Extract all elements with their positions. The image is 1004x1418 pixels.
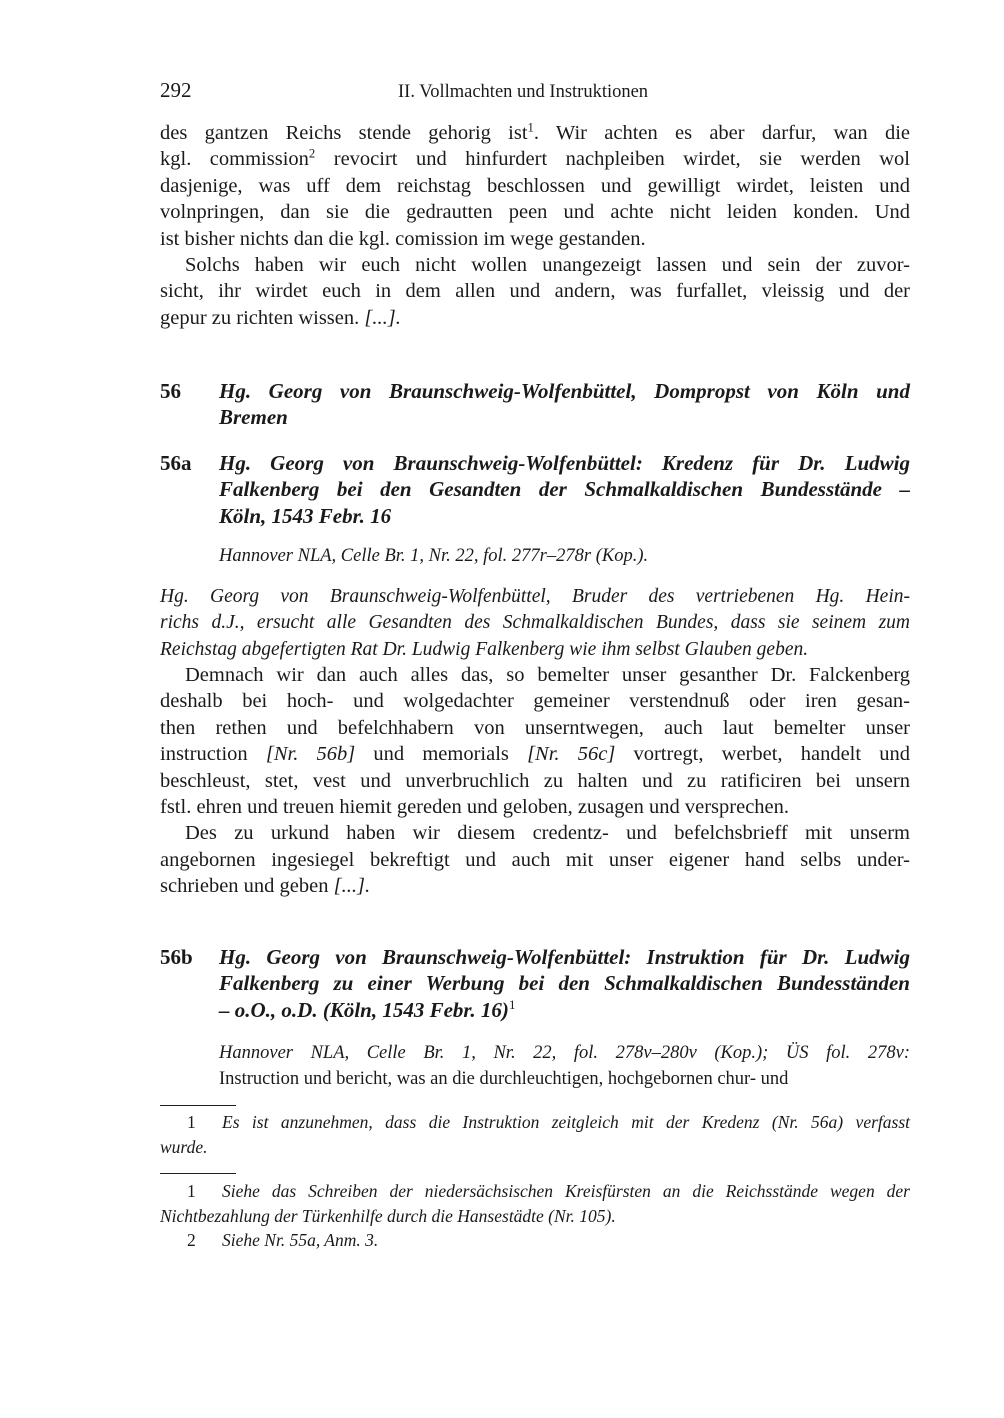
footnotes-page: [160, 1179, 910, 1253]
text-line: fstl. ehren und treuen hiemit gereden und geloben, zusagen und versprechen.: [160, 795, 790, 818]
text-line: Demnach wir dan auch alles das, so bemelter unser gesanther Dr. Falckenberg: [185, 664, 910, 686]
section-title-56a: [219, 450, 910, 529]
text-segment: kgl. commission: [160, 148, 309, 171]
text-line: [160, 1179, 910, 1204]
text-line: [219, 997, 910, 1023]
source-56b: [219, 1040, 910, 1093]
source-56a: Hannover NLA, Celle Br. 1, Nr. 22, fol. 277r–278r (Kop.).: [219, 546, 649, 566]
text-line: [160, 1228, 910, 1253]
text-segment: Hannover NLA, Celle Br. 1, Nr. 22, fol. 278v–280v (Kop.); ÜS fol. 278v:: [219, 1043, 910, 1063]
footnote-number: 2: [187, 1230, 196, 1250]
summary-56a: [160, 584, 910, 663]
footnote-rule: [160, 1105, 236, 1106]
text-line: deshalb bei hoch- und wolgedachter gemeiner verstendnuß oder iren gesan-: [160, 690, 910, 713]
section-number-56: 56: [160, 379, 181, 403]
text-line: Köln, 1543 Febr. 16: [219, 503, 392, 528]
text-segment: gepur zu richten wissen.: [160, 306, 365, 329]
text-segment: . Wir achten es aber darfur, wan die: [533, 122, 910, 144]
text-segment: instruction: [160, 743, 266, 766]
text-segment: – o.O., o.D. (Köln, 1543 Febr. 16): [219, 997, 509, 1022]
text-line: angebornen ingesiegel bekreftigt und auch mit unser eigener hand selbs under-: [160, 848, 910, 871]
text-segment: [Nr. 56c]: [527, 743, 616, 766]
intro-text: [160, 120, 910, 331]
footnote-number: 1: [187, 1112, 196, 1132]
text-line: richs d.J., ersucht alle Gesandten des Schmalkaldischen Bundes, dass sie seinem zum: [160, 612, 910, 634]
text-56a: [160, 662, 910, 900]
section-title-56b: [219, 944, 910, 1023]
footnote-ref: 1: [527, 120, 534, 135]
text-line: Bremen: [219, 405, 288, 430]
text-line: Falkenberg zu einer Werbung bei den Schmalkaldischen Bundesständen: [219, 971, 910, 996]
text-line: ist bisher nichts dan die kgl. comission im wege gestanden.: [160, 227, 646, 250]
text-line: wurde.: [160, 1136, 208, 1157]
text-line: then rethen und befelchhabern von unserntwegen, auch laut bemelter unser: [160, 716, 910, 739]
text-line: Hg. Georg von Braunschweig-Wolfenbüttel, Bruder des vertriebenen Hg. Hein-: [160, 586, 910, 607]
text-segment: Siehe Nr. 55a, Anm. 3.: [222, 1230, 379, 1250]
text-line: [160, 146, 910, 172]
text-line: beschleust, stet, vest und unverbruchlich zu halten und zu ratificiren bei unsern: [160, 769, 910, 792]
text-segment: und memorials: [355, 743, 528, 766]
section-title-56: [219, 378, 910, 431]
text-line: [160, 873, 910, 899]
text-line: [160, 120, 910, 146]
running-title: II. Vollmachten und Instruktionen: [398, 82, 649, 102]
page-number: 292: [160, 78, 192, 102]
text-segment: Siehe das Schreiben der niedersächsischen Kreisfürsten an die Reichsstände wegen der: [222, 1181, 910, 1201]
text-segment: schrieben und geben: [160, 875, 334, 898]
text-line: [160, 741, 910, 767]
footnote-number: 1: [187, 1181, 196, 1201]
text-line: [160, 305, 910, 331]
footnotes-56b: [160, 1110, 910, 1159]
section-number-56a: 56a: [160, 451, 192, 475]
text-line: Hg. Georg von Braunschweig-Wolfenbüttel: Kredenz für Dr. Ludwig: [219, 451, 910, 475]
text-line: [219, 1040, 910, 1066]
text-line: Hg. Georg von Braunschweig-Wolfenbüttel: Instruktion für Dr. Ludwig: [219, 945, 910, 969]
text-segment: revocirt und hinfurdert nachpleiben wirdet, sie werden wol: [315, 148, 910, 171]
text-line: Nichtbezahlung der Türkenhilfe durch die Hansestädte (Nr. 105).: [160, 1205, 616, 1226]
text-line: Reichstag abgefertigten Rat Dr. Ludwig Falkenberg wie ihm selbst Glauben geben.: [160, 638, 809, 660]
footnote-rule: [160, 1173, 236, 1174]
text-segment: vortregt, werbet, handelt und: [615, 743, 910, 766]
footnote-ref: 1: [508, 996, 516, 1012]
text-line: [160, 1110, 910, 1135]
text-segment: [Nr. 56b]: [265, 743, 356, 766]
text-line: Des zu urkund haben wir diesem credentz- und befelchsbrieff mit unserm: [185, 822, 910, 845]
text-line: sicht, ihr wirdet euch in dem allen und andern, was furfallet, vleissig und der: [160, 280, 910, 303]
text-segment: Instruction und bericht, was an die durchleuchtigen, hochgebornen chur- und: [219, 1069, 789, 1090]
section-number-56b: 56b: [160, 945, 193, 969]
footnote-ref: 2: [308, 146, 316, 161]
text-line: Falkenberg bei den Gesandten der Schmalkaldischen Bundesstände –: [219, 477, 910, 502]
text-segment: [...].: [333, 875, 371, 898]
text-line: volnpringen, dan sie die gedrautten peen und achte nicht leiden konden. Und: [160, 201, 910, 224]
text-segment: [...].: [364, 306, 401, 329]
text-line: Solchs haben wir euch nicht wollen unangezeigt lassen und sein der zuvor-: [185, 253, 910, 276]
text-line: dasjenige, was uff dem reichstag beschlossen und gewilligt wirdet, leisten und: [160, 174, 910, 197]
text-segment: des gantzen Reichs stende gehorig ist: [160, 122, 528, 144]
text-segment: Es ist anzunehmen, dass die Instruktion zeitgleich mit der Kredenz (Nr. 56a) verfasst: [222, 1112, 910, 1132]
text-line: Hg. Georg von Braunschweig-Wolfenbüttel, Dompropst von Köln und: [219, 379, 910, 403]
text-line: [219, 1066, 910, 1092]
